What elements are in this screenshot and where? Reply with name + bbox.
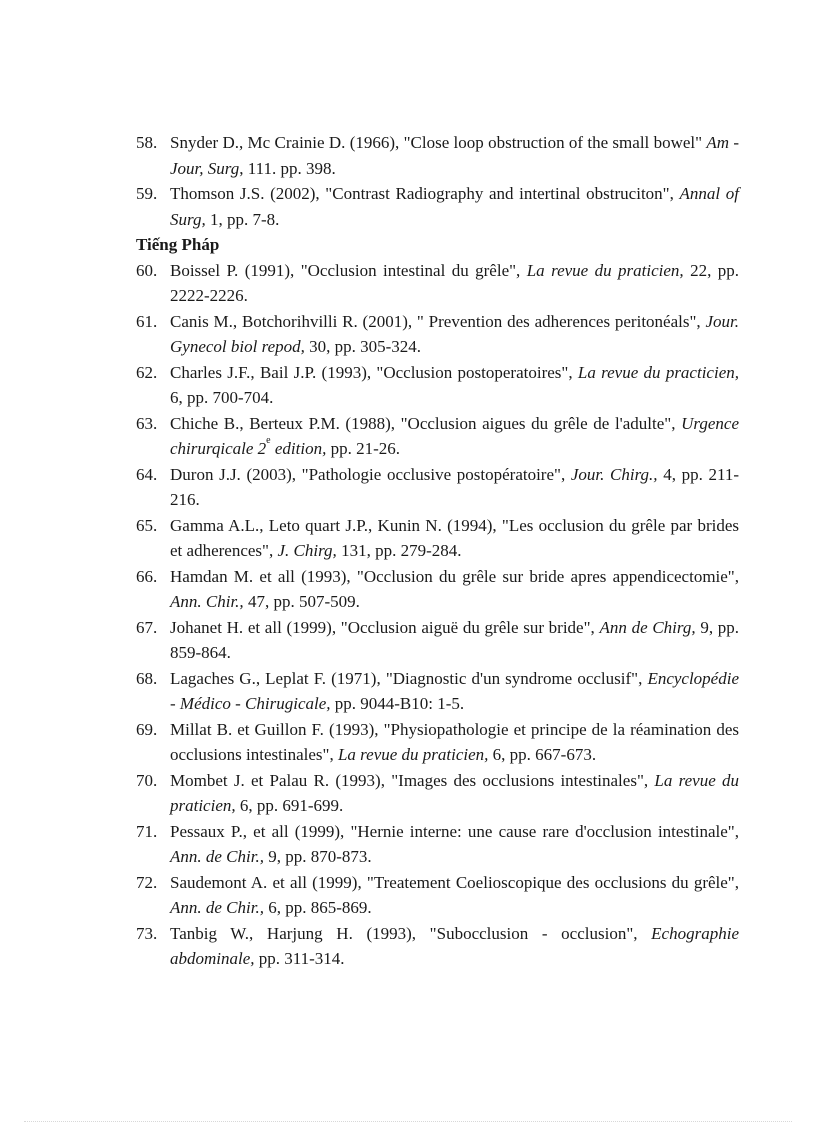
reference-text: [170, 513, 739, 564]
reference-number: 72.: [136, 872, 158, 892]
reference-citation: Saudemont A. et all (1999), "Treatement Coelioscopique des occlusions du grêle",: [170, 872, 739, 892]
reference-journal: Urgence chirurqicale 2: [170, 413, 739, 458]
reference-item: [136, 615, 739, 666]
reference-item: [136, 360, 739, 411]
reference-journal: La revue du praticien,: [337, 745, 489, 764]
reference-number: 58.: [136, 133, 158, 152]
reference-number: 67.: [136, 617, 158, 637]
reference-number: 61.: [136, 311, 158, 331]
reference-citation: Pessaux P., et all (1999), "Hernie interne: une cause rare d'occlusion intestinale",: [170, 821, 739, 841]
reference-pages: 131, pp. 279-284.: [336, 541, 462, 560]
reference-item: [136, 768, 739, 819]
reference-number: 63.: [136, 413, 158, 433]
reference-text: [170, 666, 739, 717]
reference-citation: Chiche B., Berteux P.M. (1988), "Occlusion aigues du grêle de l'adulte",: [170, 413, 682, 433]
reference-number: 70.: [136, 770, 158, 790]
reference-pages: 9, pp. 870-873.: [263, 847, 372, 866]
reference-text: [170, 768, 739, 819]
reference-citation: Millat B. et Guillon F. (1993), "Physiopathologie et principe de la réamination des occlusions intestinales",: [170, 719, 739, 764]
reference-pages: 4, pp. 211-216.: [170, 464, 740, 509]
reference-pages: 6, pp. 865-869.: [263, 898, 372, 917]
reference-number: 65.: [136, 515, 158, 535]
reference-journal: Echographie abdominale,: [170, 923, 739, 968]
reference-list: [136, 130, 739, 972]
reference-journal: Ann. de Chir.,: [170, 898, 264, 917]
reference-number: 64.: [136, 464, 158, 484]
reference-number: 59.: [136, 184, 158, 203]
reference-item: [136, 666, 739, 717]
reference-pages: 30, pp. 305-324.: [304, 337, 422, 356]
reference-item: [136, 921, 739, 972]
reference-citation: Gamma A.L., Leto quart J.P., Kunin N. (1994), "Les occlusion du grêle par brides et adherences",: [170, 515, 739, 560]
reference-journal: Ann. de Chir.,: [170, 847, 264, 866]
section-heading-french: Tiếng Pháp: [136, 235, 220, 254]
reference-superscript: e: [266, 435, 271, 446]
reference-journal: Ann. Chir.,: [170, 592, 244, 611]
reference-text: [170, 181, 739, 232]
reference-text: [170, 258, 739, 309]
reference-pages: pp. 9044-B10: 1-5.: [330, 694, 465, 713]
reference-journal: Jour. Chirg.,: [570, 464, 658, 484]
reference-number: 68.: [136, 668, 158, 688]
reference-pages: pp. 311-314.: [254, 949, 345, 968]
reference-citation: Duron J.J. (2003), "Pathologie occlusive postopératoire",: [170, 464, 571, 484]
reference-number: 71.: [136, 821, 158, 841]
reference-text: [170, 360, 739, 411]
reference-pages: pp. 21-26.: [326, 439, 400, 458]
references-french: [136, 258, 739, 972]
reference-journal: Am - Jour, Surg: [170, 133, 740, 178]
reference-item: [136, 513, 739, 564]
reference-journal: J. Chirg,: [277, 541, 337, 560]
reference-item: [136, 411, 739, 462]
reference-text: [170, 819, 739, 870]
reference-citation: Charles J.F., Bail J.P. (1993), "Occlusion postoperatoires",: [170, 362, 578, 382]
reference-item: [136, 309, 739, 360]
reference-pages: 6, pp. 700-704.: [170, 388, 274, 407]
reference-item: [136, 258, 739, 309]
reference-item: [136, 130, 739, 181]
reference-number: 66.: [136, 566, 158, 586]
reference-text: [170, 309, 739, 360]
reference-text: [170, 615, 739, 666]
reference-citation: Lagaches G., Leplat F. (1971), "Diagnostic d'un syndrome occlusif",: [170, 668, 648, 688]
reference-number: 69.: [136, 719, 158, 739]
reference-journal: Jour. Gynecol biol repod,: [170, 311, 739, 356]
reference-number: 73.: [136, 923, 158, 943]
reference-text: [170, 462, 739, 513]
reference-pages: 9, pp. 859-864.: [170, 617, 740, 662]
reference-citation: Snyder D., Mc Crainie D. (1966), "Close loop obstruction of the small bowel": [170, 133, 707, 152]
reference-citation: Canis M., Botchorihvilli R. (2001), " Prevention des adherences peritonéals",: [170, 311, 706, 331]
reference-pages: 47, pp. 507-509.: [243, 592, 360, 611]
reference-citation: Hamdan M. et all (1993), "Occlusion du grêle sur bride apres appendicectomie",: [170, 566, 739, 586]
reference-pages: , 111. pp. 398.: [239, 158, 336, 178]
reference-citation: Mombet J. et Palau R. (1993), "Images des occlusions intestinales",: [170, 770, 655, 790]
reference-text: [170, 130, 739, 181]
reference-text: [170, 717, 739, 768]
reference-item: [136, 870, 739, 921]
reference-text: [170, 921, 739, 972]
reference-pages: 6, pp. 667-673.: [488, 745, 597, 764]
reference-pages: 1, pp. 7-8.: [205, 209, 280, 229]
reference-item: [136, 181, 739, 232]
reference-pages: 6, pp. 691-699.: [235, 796, 344, 815]
reference-citation: Tanbig W., Harjung H. (1993), "Subocclusion - occlusion",: [170, 923, 652, 943]
reference-item: [136, 717, 739, 768]
reference-journal: Encyclopédie - Médico - Chirugicale,: [170, 668, 739, 713]
reference-journal-cont: edition,: [270, 439, 327, 458]
reference-text: [170, 870, 739, 921]
references-english: [136, 130, 739, 232]
reference-journal: La revue du praticien,: [526, 260, 684, 280]
reference-text: [170, 411, 739, 462]
reference-text: [170, 564, 739, 615]
reference-journal: La revue du practicien,: [577, 362, 739, 382]
reference-item: [136, 564, 739, 615]
reference-citation: Thomson J.S. (2002), "Contrast Radiography and intertinal obstruciton",: [170, 184, 680, 203]
reference-item: [136, 462, 739, 513]
reference-number: 62.: [136, 362, 158, 382]
reference-journal: Annal of Surg,: [170, 184, 739, 229]
reference-number: 60.: [136, 260, 158, 280]
footer-divider: [24, 1121, 792, 1122]
reference-citation: Johanet H. et all (1999), "Occlusion aiguë du grêle sur bride",: [170, 617, 600, 637]
reference-citation: Boissel P. (1991), "Occlusion intestinal du grêle",: [170, 260, 527, 280]
reference-journal: La revue du praticien,: [170, 770, 740, 815]
reference-pages: 22, pp. 2222-2226.: [170, 260, 740, 305]
reference-journal: Ann de Chirg,: [599, 617, 696, 637]
reference-item: [136, 819, 739, 870]
